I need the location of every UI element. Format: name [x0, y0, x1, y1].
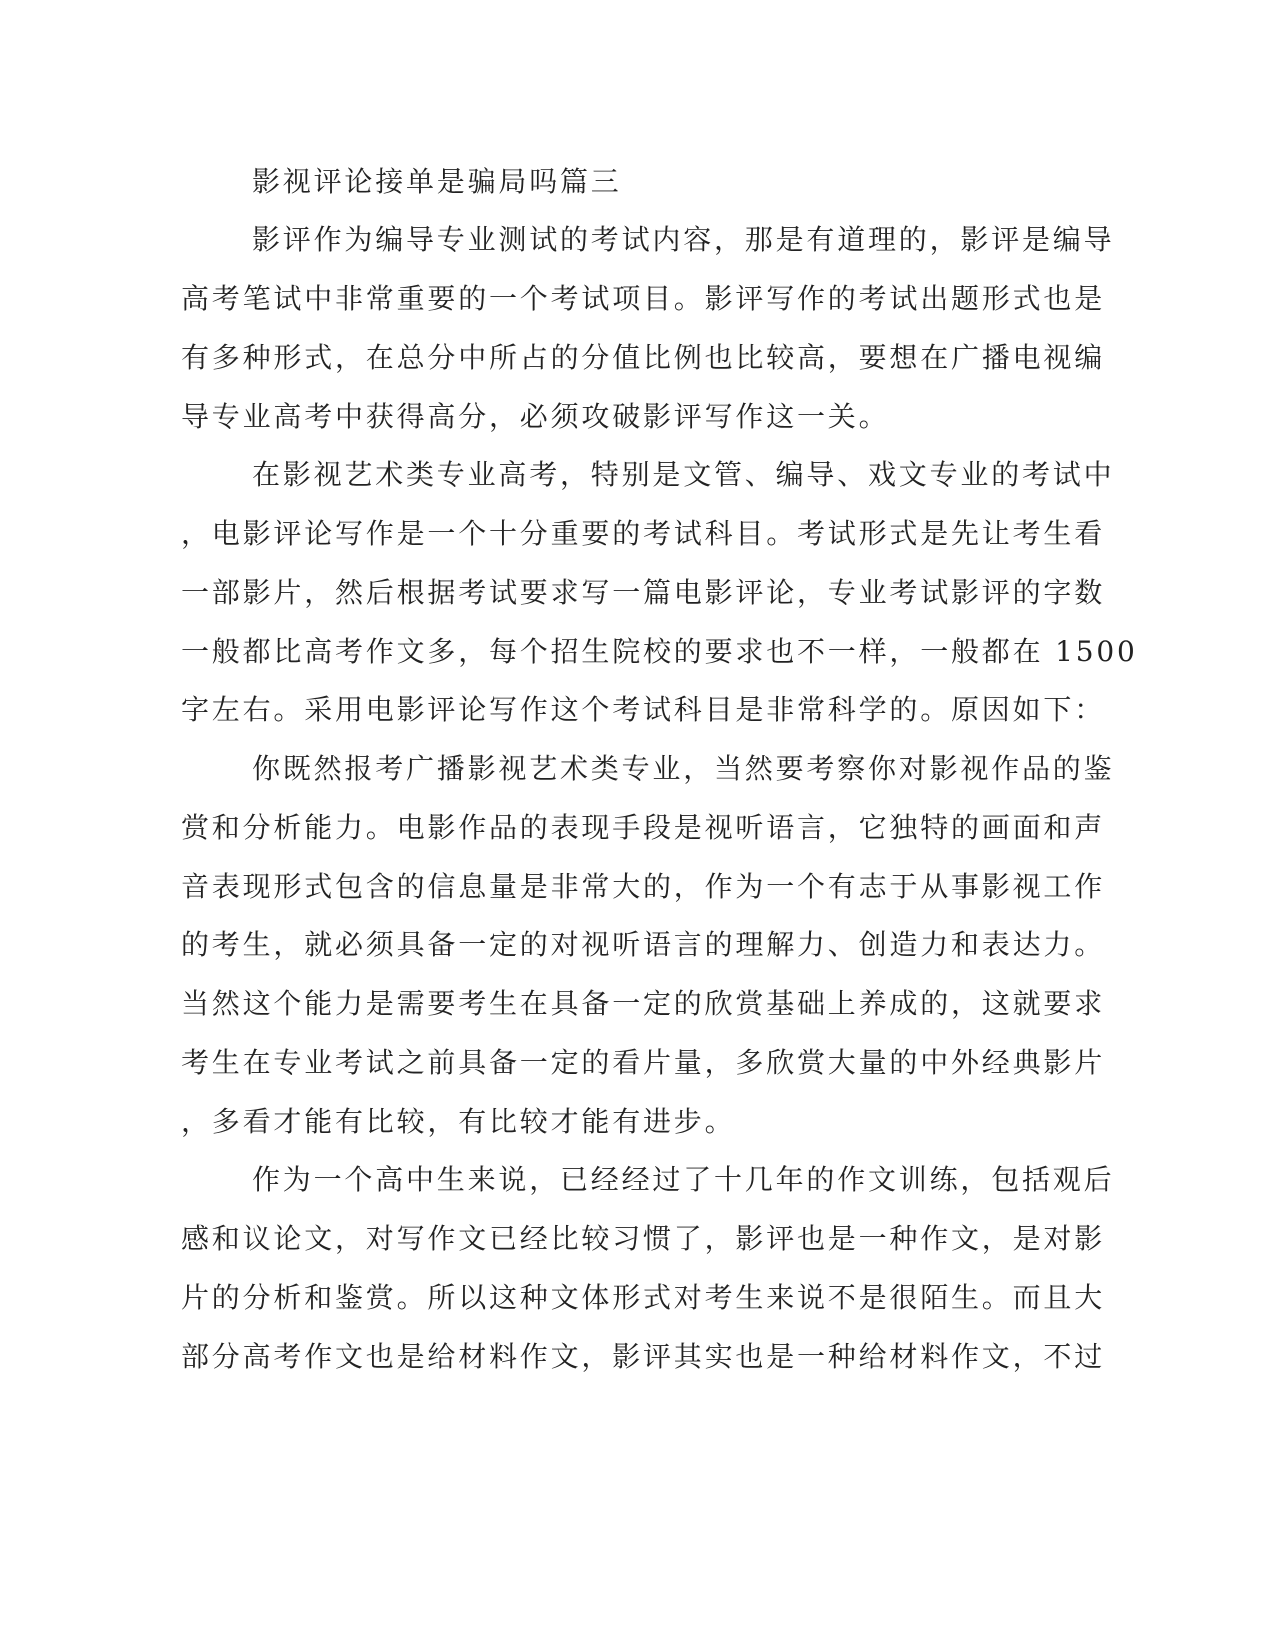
paragraph-line: 音表现形式包含的信息量是非常大的，作为一个有志于从事影视工作	[181, 870, 1106, 903]
paragraph-line: 当然这个能力是需要考生在具备一定的欣赏基础上养成的，这就要求	[181, 987, 1106, 1020]
paragraph-line: 一部影片，然后根据考试要求写一篇电影评论，专业考试影评的字数	[181, 576, 1106, 609]
paragraph-line: ，电影评论写作是一个十分重要的考试科目。考试形式是先让考生看	[181, 517, 1106, 550]
paragraph-line: 片的分析和鉴赏。所以这种文体形式对考生来说不是很陌生。而且大	[181, 1281, 1106, 1314]
paragraph-line: 字左右。采用电影评论写作这个考试科目是非常科学的。原因如下：	[181, 693, 1106, 726]
paragraph-line: 的考生，就必须具备一定的对视听语言的理解力、创造力和表达力。	[181, 928, 1106, 961]
paragraph-line: 你既然报考广播影视艺术类专业，当然要考察你对影视作品的鉴	[252, 752, 1115, 785]
paragraph-line: 感和议论文，对写作文已经比较习惯了，影评也是一种作文，是对影	[181, 1222, 1106, 1255]
paragraph-line: ，多看才能有比较，有比较才能有进步。	[181, 1105, 736, 1138]
paragraph-line: 赏和分析能力。电影作品的表现手段是视听语言，它独特的画面和声	[181, 811, 1106, 844]
paragraph-line: 在影视艺术类专业高考，特别是文管、编导、戏文专业的考试中	[252, 458, 1115, 491]
paragraph-line: 部分高考作文也是给材料作文，影评其实也是一种给材料作文，不过	[181, 1340, 1106, 1373]
paragraph-line: 影评作为编导专业测试的考试内容，那是有道理的，影评是编导	[252, 223, 1115, 256]
paragraph-line: 有多种形式，在总分中所占的分值比例也比较高，要想在广播电视编	[181, 341, 1106, 374]
paragraph-line: 一般都比高考作文多，每个招生院校的要求也不一样，一般都在 1500	[181, 635, 1138, 668]
document-title: 影视评论接单是骗局吗篇三	[252, 165, 622, 198]
paragraph-line: 高考笔试中非常重要的一个考试项目。影评写作的考试出题形式也是	[181, 282, 1106, 315]
paragraph-line: 考生在专业考试之前具备一定的看片量，多欣赏大量的中外经典影片	[181, 1046, 1106, 1079]
paragraph-line: 作为一个高中生来说，已经经过了十几年的作文训练，包括观后	[252, 1163, 1115, 1196]
paragraph-line: 导专业高考中获得高分，必须攻破影评写作这一关。	[181, 400, 890, 433]
